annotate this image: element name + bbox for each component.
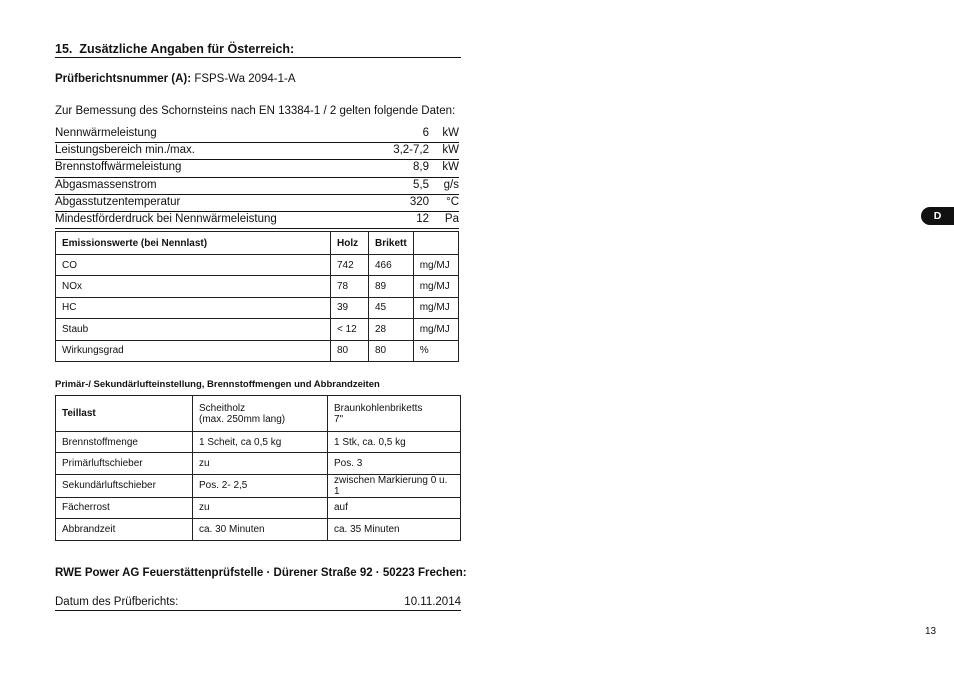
language-tab: D — [921, 207, 954, 225]
table-row — [56, 297, 459, 318]
table-cell: 28 — [369, 319, 414, 340]
table-cell: NOx — [56, 276, 331, 297]
spec-value: 6 — [422, 127, 429, 139]
table-cell: Pos. 3 — [328, 453, 461, 474]
specs-list — [55, 126, 459, 229]
table-cell: Pos. 2- 2,5 — [193, 474, 328, 497]
table-cell: Brennstoffmenge — [56, 432, 193, 453]
spec-value: 320 — [409, 195, 429, 208]
report-number — [55, 73, 296, 85]
table-cell: 466 — [369, 255, 414, 276]
page-number: 13 — [925, 626, 937, 637]
spec-value: 8,9 — [413, 161, 429, 174]
report-date-value: 10.11.2014 — [404, 596, 461, 608]
header-line: Scheitholz — [199, 402, 246, 414]
spec-unit: g/s — [443, 178, 459, 191]
spec-unit: kW — [442, 161, 459, 174]
spec-row — [55, 195, 459, 212]
table-header-row — [56, 232, 459, 255]
spec-label: Leistungsbereich min./max. — [55, 144, 195, 157]
spec-row — [55, 160, 459, 177]
table-cell: 1 Scheit, ca 0,5 kg — [193, 432, 328, 453]
test-institute: RWE Power AG Feuerstättenprüfstelle · Dürener Straße 92 · 50223 Frechen: — [55, 567, 467, 579]
settings-table — [55, 395, 461, 541]
spec-label: Abgasmassenstrom — [55, 178, 157, 191]
report-number-label: Prüfberichtsnummer (A): — [55, 73, 192, 85]
table-header-cell: Holz — [331, 232, 369, 255]
table-cell: Sekundärluftschieber — [56, 474, 193, 497]
spec-value: 3,2-7,2 — [393, 144, 429, 157]
section-number: 15. — [55, 42, 73, 56]
table-cell: mg/MJ — [413, 255, 458, 276]
table-cell: mg/MJ — [413, 297, 458, 318]
table-row — [56, 432, 461, 453]
intro-text: Zur Bemessung des Schornsteins nach EN 13384-1 / 2 gelten folgende Daten: — [55, 105, 456, 117]
spec-unit: kW — [442, 144, 459, 157]
table-header-cell: Emissionswerte (bei Nennlast) — [56, 232, 331, 255]
spec-label: Abgasstutzentemperatur — [55, 195, 181, 208]
table-row — [56, 497, 461, 518]
spec-row — [55, 212, 459, 229]
report-date-line — [55, 595, 461, 611]
emissions-table — [55, 231, 459, 362]
table-row — [56, 519, 461, 540]
table-cell: 39 — [331, 297, 369, 318]
spec-label: Nennwärmeleistung — [55, 127, 157, 139]
table-header-row — [56, 396, 461, 432]
table-header-cell — [413, 232, 458, 255]
table-cell: 80 — [369, 340, 414, 361]
table-cell: Staub — [56, 319, 331, 340]
table-cell: zwischen Markierung 0 u. 1 — [328, 474, 461, 497]
table-cell: ca. 35 Minuten — [328, 519, 461, 540]
table-cell: HC — [56, 297, 331, 318]
table-cell: Primärluftschieber — [56, 453, 193, 474]
section-title: Zusätzliche Angaben für Österreich: — [79, 42, 295, 56]
table-cell: 742 — [331, 255, 369, 276]
spec-unit: °C — [446, 195, 459, 208]
section-heading — [55, 42, 461, 58]
spec-value: 5,5 — [413, 178, 429, 191]
table-row — [56, 474, 461, 497]
table-row — [56, 453, 461, 474]
header-line: (max. 250mm lang) — [199, 413, 286, 425]
table-cell: zu — [193, 497, 328, 518]
spec-unit: kW — [442, 127, 459, 139]
settings-table-title: Primär-/ Sekundärlufteinstellung, Brennstoffmengen und Abbrandzeiten — [55, 379, 380, 390]
report-date-label: Datum des Prüfberichts: — [55, 596, 179, 608]
header-line: 7" — [334, 413, 344, 425]
table-cell: % — [413, 340, 458, 361]
table-cell: Wirkungsgrad — [56, 340, 331, 361]
table-cell: 1 Stk, ca. 0,5 kg — [328, 432, 461, 453]
table-cell: mg/MJ — [413, 319, 458, 340]
report-number-value: FSPS-Wa 2094-1-A — [194, 73, 296, 85]
table-row — [56, 276, 459, 297]
table-row — [56, 319, 459, 340]
table-cell: zu — [193, 453, 328, 474]
table-cell: Abbrandzeit — [56, 519, 193, 540]
table-row — [56, 255, 459, 276]
table-header-cell: Brikett — [369, 232, 414, 255]
table-cell: mg/MJ — [413, 276, 458, 297]
table-cell: CO — [56, 255, 331, 276]
table-cell: Fächerrost — [56, 497, 193, 518]
spec-label: Mindestförderdruck bei Nennwärmeleistung — [55, 212, 277, 225]
table-cell: 45 — [369, 297, 414, 318]
table-header-cell — [193, 396, 328, 432]
spec-label: Brennstoffwärmeleistung — [55, 161, 182, 174]
spec-row — [55, 126, 459, 143]
table-header-cell — [328, 396, 461, 432]
table-header-cell: Teillast — [56, 396, 193, 432]
table-cell: < 12 — [331, 319, 369, 340]
table-cell: auf — [328, 497, 461, 518]
spec-row — [55, 143, 459, 160]
header-line: Braunkohlenbriketts — [334, 402, 423, 414]
spec-value: 12 — [416, 212, 429, 225]
table-cell: ca. 30 Minuten — [193, 519, 328, 540]
table-cell: 80 — [331, 340, 369, 361]
table-cell: 78 — [331, 276, 369, 297]
table-cell: 89 — [369, 276, 414, 297]
table-row — [56, 340, 459, 361]
spec-row — [55, 178, 459, 195]
spec-unit: Pa — [444, 212, 459, 225]
